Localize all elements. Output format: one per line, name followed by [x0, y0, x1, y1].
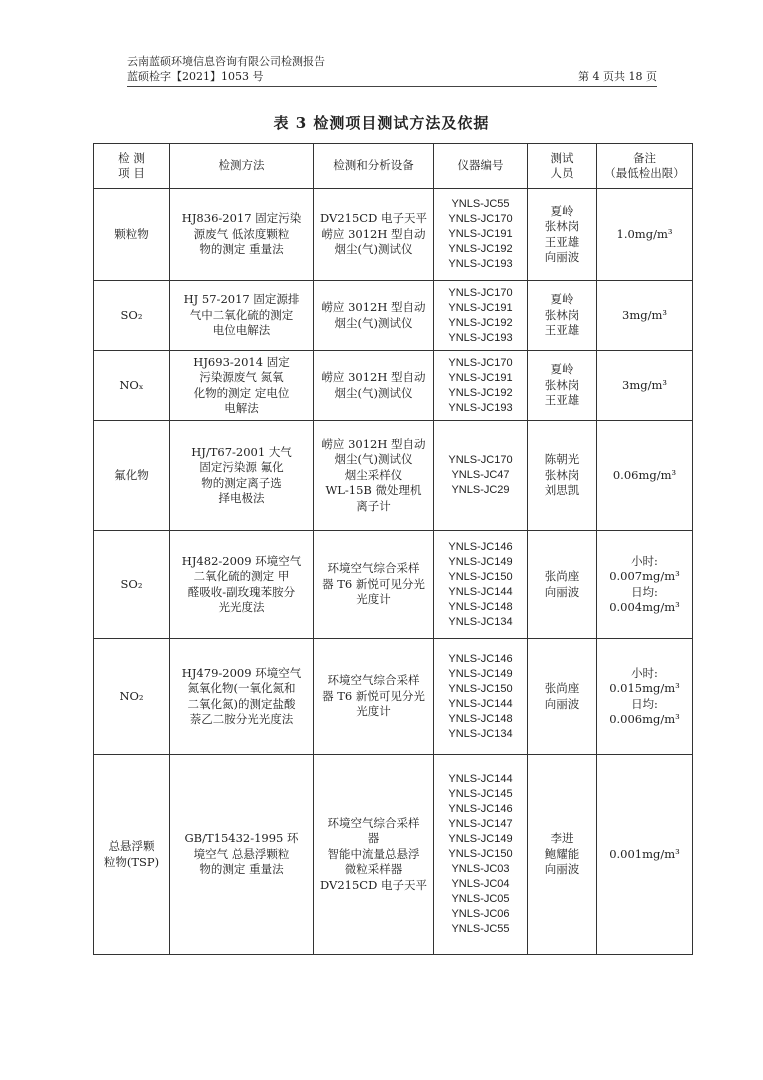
cell-line: 总悬浮颗	[108, 839, 155, 853]
cell-line: HJ 57-2017 固定源排	[183, 292, 300, 307]
cell-line: DV215CD 电子天平	[320, 211, 427, 226]
cell-line: HJ836-2017 固定污染	[181, 211, 302, 226]
cell-line: 崂应 3012H 型自动	[321, 300, 426, 314]
cell-item	[94, 531, 170, 639]
cell-line: YNLS-JC47	[451, 469, 510, 481]
cell-staff	[528, 281, 597, 351]
cell-staff	[528, 421, 597, 531]
cell-line: YNLS-JC170	[448, 356, 513, 369]
cell-line: 烟尘(气)测试仪	[334, 385, 413, 400]
header-item	[94, 144, 170, 189]
cell-line: 3mg/m³	[622, 377, 667, 392]
cell-line: GB/T15432-1995 环	[184, 831, 299, 846]
cell-line: 固定污染源 氟化	[199, 460, 284, 474]
cell-line: 向丽波	[544, 862, 580, 877]
method-table	[93, 143, 693, 955]
cell-line: 崂应 3012H 型自动	[321, 370, 426, 384]
cell-line: YNLS-JC145	[448, 788, 513, 800]
cell-instruments	[434, 531, 528, 639]
cell-line: 源废气 低浓度颗粒	[193, 226, 290, 241]
cell-line: YNLS-JC150	[448, 682, 513, 695]
cell-line: 夏岭	[550, 203, 574, 218]
cell-line: YNLS-JC146	[448, 803, 513, 815]
cell-line: YNLS-JC149	[448, 667, 513, 680]
cell-equipment	[314, 639, 434, 755]
cell-line: 1.0mg/m³	[616, 226, 673, 241]
cell-equipment	[314, 755, 434, 955]
cell-line: SO₂	[120, 307, 143, 322]
cell-line: 检测方法	[218, 158, 265, 173]
cell-line: 夏岭	[550, 292, 574, 307]
cell-line: YNLS-JC170	[448, 454, 513, 466]
cell-line: YNLS-JC55	[451, 198, 510, 210]
cell-line: YNLS-JC147	[448, 818, 513, 830]
cell-line: YNLS-JC04	[451, 878, 510, 890]
table-row	[94, 351, 693, 421]
cell-line: 崂应 3012H 型自动	[321, 226, 426, 241]
cell-line: 环境空气综合采样	[327, 673, 420, 688]
cell-line: 微粒采样器	[344, 862, 403, 877]
cell-line: YNLS-JC170	[448, 286, 513, 299]
cell-line: 向丽波	[544, 250, 580, 264]
cell-line: YNLS-JC146	[448, 540, 513, 553]
cell-line: 备注	[633, 150, 656, 165]
cell-line: 张尚座	[544, 569, 580, 583]
cell-line: 夏岭	[550, 362, 574, 377]
cell-line: 王亚雄	[544, 393, 580, 408]
cell-line: 二氧化硫的测定 甲	[193, 569, 290, 583]
cell-limit	[597, 281, 693, 351]
cell-line: 粒物(TSP)	[103, 854, 160, 869]
cell-equipment	[314, 281, 434, 351]
cell-line: 择电极法	[218, 491, 265, 505]
cell-method	[170, 755, 314, 955]
cell-line: DV215CD 电子天平	[320, 877, 427, 892]
cell-line: 0.015mg/m³	[609, 681, 680, 695]
cell-line: 物的测定离子选	[201, 475, 282, 490]
cell-line: HJ479-2009 环境空气	[181, 665, 302, 680]
cell-line: 测试	[550, 150, 574, 165]
cell-line: YNLS-JC150	[448, 848, 513, 860]
cell-line: 化物的测定 定电位	[193, 385, 290, 400]
cell-line: YNLS-JC191	[448, 228, 513, 240]
page-number: 第 4 页共 18 页	[578, 70, 657, 83]
cell-line: YNLS-JC193	[448, 258, 513, 270]
cell-line: YNLS-JC144	[448, 697, 513, 710]
cell-limit	[597, 639, 693, 755]
cell-line: 张林岗	[544, 377, 580, 392]
cell-line: 光度计	[356, 704, 391, 719]
cell-line: 烟尘(气)测试仪	[334, 452, 413, 467]
header-method	[170, 144, 314, 189]
cell-instruments	[434, 351, 528, 421]
cell-item	[94, 281, 170, 351]
cell-line: 人员	[550, 166, 574, 180]
cell-line: YNLS-JC192	[448, 316, 513, 329]
company-name: 云南蓝硕环境信息咨询有限公司检测报告	[127, 55, 325, 68]
cell-line: SO₂	[120, 576, 143, 591]
cell-line: YNLS-JC134	[448, 727, 513, 740]
header-divider	[127, 86, 657, 87]
header-instrument-no	[434, 144, 528, 189]
cell-line: 离子计	[356, 498, 391, 513]
cell-limit	[597, 189, 693, 281]
cell-line: 电解法	[224, 401, 259, 415]
cell-instruments	[434, 639, 528, 755]
cell-line: 氟化物	[114, 467, 149, 482]
header-equipment	[314, 144, 434, 189]
cell-line: 电位电解法	[212, 323, 271, 338]
cell-line: 器	[367, 831, 380, 846]
cell-line: YNLS-JC191	[448, 371, 513, 384]
table-row	[94, 531, 693, 639]
cell-line: 0.06mg/m³	[612, 467, 677, 482]
header-staff	[528, 144, 597, 189]
cell-method	[170, 351, 314, 421]
cell-staff	[528, 639, 597, 755]
cell-line: 器 T6 新悦可见分光	[322, 688, 425, 703]
cell-line: YNLS-JC06	[451, 908, 510, 920]
cell-line: 检 测	[118, 150, 145, 165]
cell-instruments	[434, 281, 528, 351]
cell-line: YNLS-JC192	[448, 243, 513, 255]
cell-method	[170, 281, 314, 351]
cell-line: 0.001mg/m³	[609, 846, 680, 861]
cell-staff	[528, 531, 597, 639]
cell-line: HJ/T67-2001 大气	[191, 444, 292, 459]
cell-line: 张尚座	[544, 681, 580, 695]
cell-line: YNLS-JC149	[448, 833, 513, 845]
cell-line: YNLS-JC150	[448, 570, 513, 583]
cell-line: 物的测定 重量法	[199, 242, 284, 257]
cell-item	[94, 639, 170, 755]
cell-line: 项 目	[118, 166, 145, 180]
cell-method	[170, 421, 314, 531]
header-remark	[597, 144, 693, 189]
cell-limit	[597, 351, 693, 421]
cell-line: YNLS-JC144	[448, 773, 513, 785]
cell-line: 检测和分析设备	[333, 158, 414, 173]
cell-line: 日均:	[631, 696, 658, 711]
cell-limit	[597, 531, 693, 639]
cell-line: 智能中流量总悬浮	[327, 846, 420, 861]
cell-line: YNLS-JC29	[451, 484, 510, 496]
cell-line: 王亚雄	[544, 323, 580, 338]
cell-line: YNLS-JC170	[448, 213, 513, 225]
cell-instruments	[434, 755, 528, 955]
cell-line: 氮氧化物(一氧化氮和	[187, 681, 296, 695]
cell-instruments	[434, 421, 528, 531]
cell-line: 陈朝光	[544, 452, 580, 467]
cell-line: 萘乙二胺分光光度法	[189, 712, 294, 726]
cell-line: 向丽波	[544, 696, 580, 711]
cell-line: 器 T6 新悦可见分光	[322, 576, 425, 591]
cell-line: 刘思凯	[544, 483, 580, 498]
cell-staff	[528, 755, 597, 955]
cell-equipment	[314, 189, 434, 281]
cell-line: 鲍耀能	[544, 846, 580, 861]
cell-line: 仪器编号	[457, 158, 504, 173]
cell-line: YNLS-JC134	[448, 615, 513, 628]
cell-line: HJ482-2009 环境空气	[181, 553, 302, 568]
cell-item	[94, 755, 170, 955]
cell-line: 李进	[550, 831, 574, 846]
cell-line: 0.004mg/m³	[609, 600, 680, 614]
cell-line: 颗粒物	[114, 226, 149, 241]
cell-line: YNLS-JC191	[448, 301, 513, 314]
cell-line: 张林岗	[544, 467, 580, 482]
cell-line: 烟尘(气)测试仪	[334, 242, 413, 257]
cell-line: 光度计	[356, 592, 391, 607]
cell-instruments	[434, 189, 528, 281]
cell-line: YNLS-JC146	[448, 652, 513, 665]
cell-staff	[528, 351, 597, 421]
cell-line: YNLS-JC148	[448, 712, 513, 725]
cell-line: 小时:	[631, 553, 658, 568]
cell-line: 王亚雄	[544, 234, 580, 249]
cell-line: 3mg/m³	[622, 307, 667, 322]
cell-line: 气中二氧化硫的测定	[189, 307, 294, 322]
cell-line: YNLS-JC193	[448, 401, 513, 414]
cell-line: 境空气 总悬浮颗粒	[193, 846, 290, 861]
cell-line: NO₂	[119, 688, 144, 703]
table-row	[94, 639, 693, 755]
cell-line: HJ693-2014 固定	[193, 354, 290, 369]
cell-line: YNLS-JC148	[448, 600, 513, 613]
cell-line: 污染源废气 氮氧	[199, 370, 284, 384]
cell-item	[94, 351, 170, 421]
cell-line: 张林岗	[544, 219, 580, 233]
report-number: 蓝硕检字【2021】1053 号	[127, 70, 264, 83]
cell-method	[170, 639, 314, 755]
cell-line: YNLS-JC55	[451, 923, 510, 935]
cell-line: 小时:	[631, 665, 658, 680]
cell-limit	[597, 755, 693, 955]
cell-line: 环境空气综合采样	[327, 815, 420, 830]
cell-limit	[597, 421, 693, 531]
cell-line: YNLS-JC193	[448, 331, 513, 344]
cell-line: （最低检出限）	[604, 166, 685, 180]
cell-line: 0.006mg/m³	[609, 712, 680, 726]
cell-equipment	[314, 421, 434, 531]
cell-line: 二氧化氮)的测定盐酸	[187, 696, 296, 711]
cell-line: YNLS-JC192	[448, 386, 513, 399]
cell-line: 向丽波	[544, 584, 580, 599]
cell-line: YNLS-JC149	[448, 555, 513, 568]
table-row	[94, 421, 693, 531]
cell-line: 烟尘(气)测试仪	[334, 315, 413, 330]
cell-line: 光光度法	[218, 600, 265, 614]
cell-equipment	[314, 531, 434, 639]
table-header-row	[94, 144, 693, 189]
cell-line: YNLS-JC03	[451, 863, 510, 875]
cell-line: 日均:	[631, 584, 658, 599]
cell-line: 醛吸收-副玫瑰苯胺分	[187, 584, 296, 599]
cell-item	[94, 421, 170, 531]
cell-equipment	[314, 351, 434, 421]
cell-line: 烟尘采样仪	[344, 467, 403, 482]
cell-line: YNLS-JC05	[451, 893, 510, 905]
cell-line: 0.007mg/m³	[609, 569, 680, 583]
table-row	[94, 189, 693, 281]
cell-method	[170, 189, 314, 281]
table-row	[94, 755, 693, 955]
cell-line: 环境空气综合采样	[327, 561, 420, 576]
table-row	[94, 281, 693, 351]
cell-line: 物的测定 重量法	[199, 862, 284, 877]
cell-staff	[528, 189, 597, 281]
cell-line: 崂应 3012H 型自动	[321, 436, 426, 451]
cell-line: YNLS-JC144	[448, 585, 513, 598]
table-caption: 表 3 检测项目测试方法及依据	[273, 114, 490, 132]
report-header	[127, 54, 657, 84]
cell-method	[170, 531, 314, 639]
cell-item	[94, 189, 170, 281]
cell-line: WL-15B 微处理机	[325, 483, 422, 498]
cell-line: 张林岗	[544, 307, 580, 322]
cell-line: NOₓ	[119, 377, 144, 392]
